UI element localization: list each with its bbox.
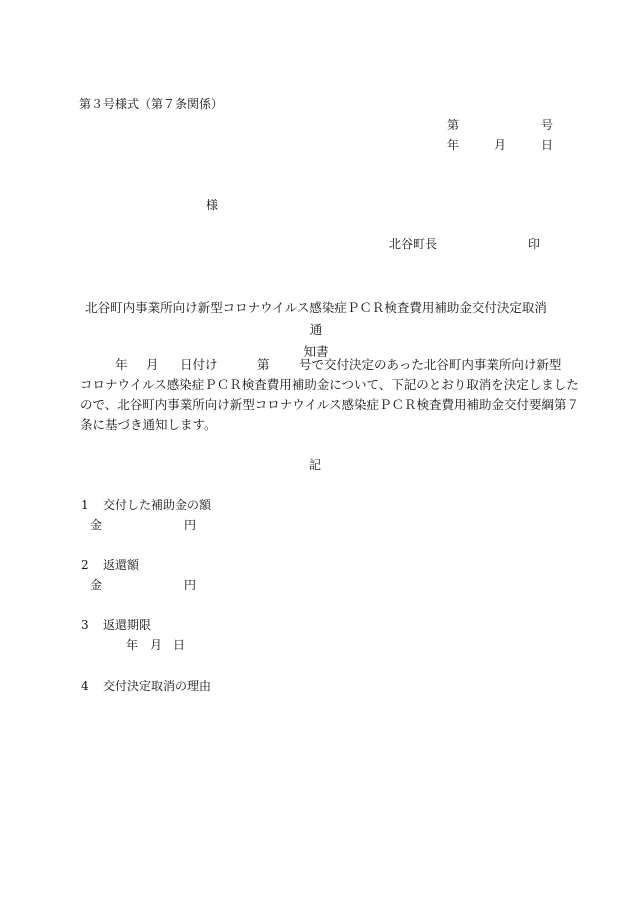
item-1-value-suffix: 円 <box>184 518 197 532</box>
body-line-3: ので、北谷町内事業所向け新型コロナウイルス感染症ＰＣＲ検査費用補助金交付要綱第７ <box>80 397 580 412</box>
body-line-1-rest: 号で交付決定のあった北谷町内事業所向け新型 <box>299 357 562 372</box>
item-2-label: 返還額 <box>103 558 140 572</box>
title-line-2: 知書 <box>303 344 329 359</box>
body-line-4: 条に基づき通知します。 <box>80 417 217 432</box>
issuer-name: 北谷町長 <box>389 237 438 251</box>
title-line-1: 北谷町内事業所向け新型コロナウイルス感染症ＰＣＲ検査費用補助金交付決定取消通 <box>85 300 547 337</box>
recipient-suffix: 様 <box>206 198 219 212</box>
item-2-value-suffix: 円 <box>184 578 197 592</box>
date-month: 月 <box>494 138 507 152</box>
item-4-label: 交付決定取消の理由 <box>103 679 212 693</box>
item-1-number: 1 <box>81 498 89 512</box>
item-2-value-prefix: 金 <box>90 578 103 592</box>
item-3-day: 日 <box>173 638 186 652</box>
doc-number-prefix: 第 <box>447 118 460 132</box>
item-1-label: 交付した補助金の額 <box>103 498 212 512</box>
body-num-prefix: 第 <box>257 357 270 372</box>
body-line-2: コロナウイルス感染症ＰＣＲ検査費用補助金について、下記のとおり取消を決定しました <box>80 377 579 392</box>
item-3-month: 月 <box>150 638 163 652</box>
item-1-value-prefix: 金 <box>90 518 103 532</box>
form-label: 第３号様式（第７条関係） <box>79 97 224 111</box>
item-3-label: 返還期限 <box>103 618 152 632</box>
issuer-seal: 印 <box>528 237 541 251</box>
item-3-number: 3 <box>81 618 89 632</box>
ki-heading: 記 <box>309 458 322 472</box>
item-3-year: 年 <box>126 638 139 652</box>
body-year: 年 <box>115 357 128 372</box>
date-year: 年 <box>447 138 460 152</box>
date-day: 日 <box>541 138 554 152</box>
doc-number-suffix: 号 <box>541 118 554 132</box>
body-month: 月 <box>146 357 159 372</box>
document-title <box>80 297 552 363</box>
item-2-number: 2 <box>81 558 89 572</box>
item-4-number: 4 <box>81 679 89 693</box>
body-dated: 日付け <box>180 357 218 372</box>
